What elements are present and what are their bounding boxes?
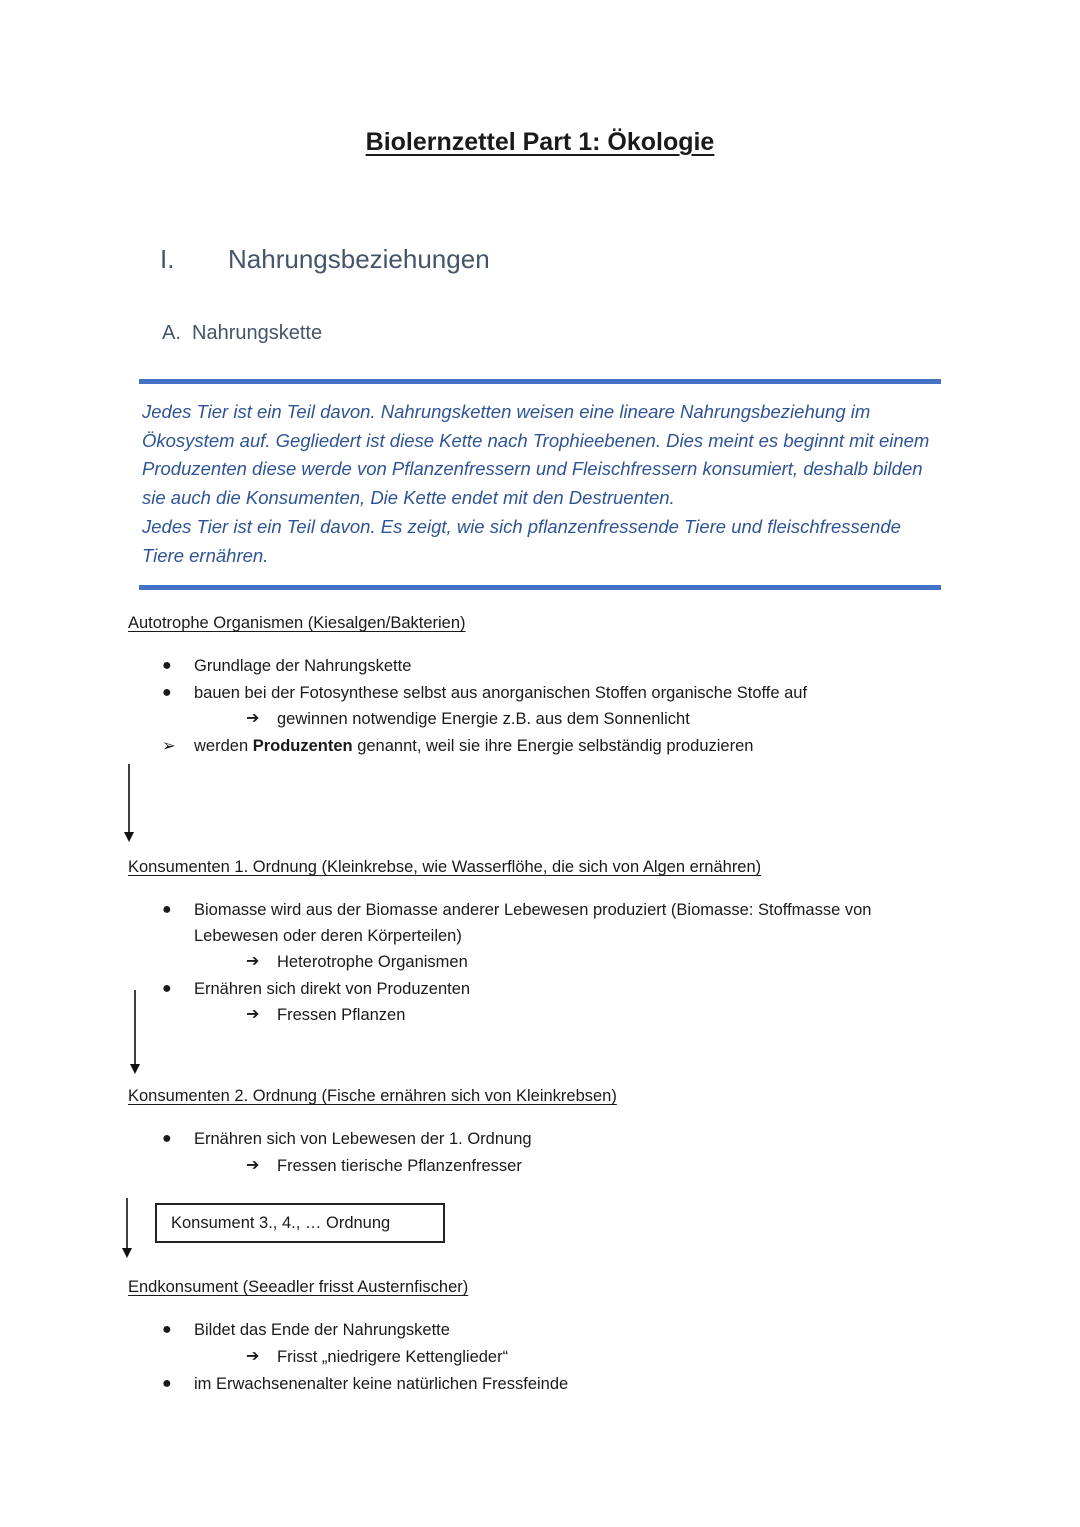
arrow-right-icon: ➔ (246, 1157, 260, 1174)
bold-term: Produzenten (252, 737, 353, 755)
intense-quote (142, 398, 942, 570)
list-item: Ernähren sich direkt von Produzenten (194, 980, 471, 998)
list-item: Bildet das Ende der Nahrungskette (194, 1321, 450, 1339)
point-marker-icon: ➢ (162, 737, 176, 755)
arrow-right-icon: ➔ (246, 953, 260, 970)
page-title: Biolernzettel Part 1: Ökologie (365, 128, 715, 156)
section-title: Nahrungsbeziehungen (228, 244, 490, 274)
endkonsument-heading: Endkonsument (Seeadler frisst Austernfischer) (128, 1278, 469, 1296)
list-item: Fressen tierische Pflanzenfresser (277, 1157, 522, 1175)
bullet-icon: ● (162, 1130, 172, 1147)
bullet-icon: ● (162, 1321, 172, 1338)
bullet-icon: ● (162, 657, 172, 674)
text-part: werden (194, 737, 253, 755)
list-item: bauen bei der Fotosynthese selbst aus anorganischen Stoffen organische Stoffe auf (194, 684, 808, 702)
text-part: genannt, weil sie ihre Energie selbständig produzieren (352, 737, 754, 755)
list-item: Biomasse wird aus der Biomasse anderer Lebewesen produziert (Biomasse: Stoffmasse von (194, 901, 872, 919)
list-item: Grundlage der Nahrungskette (194, 657, 412, 675)
konsumenten1-heading: Konsumenten 1. Ordnung (Kleinkrebse, wie Wasserflöhe, die sich von Algen ernähren) (128, 858, 762, 876)
quote-rule-top (139, 379, 941, 384)
konsument-box: Konsument 3., 4., … Ordnung (155, 1203, 445, 1243)
down-arrow-icon (118, 1196, 138, 1262)
list-item: Heterotrophe Organismen (277, 953, 468, 971)
bullet-icon: ● (162, 901, 172, 918)
list-item: Lebewesen oder deren Körperteilen) (194, 927, 462, 945)
list-item: Frisst „niedrigere Kettenglieder“ (277, 1348, 509, 1366)
bullet-icon: ● (162, 980, 172, 997)
konsumenten2-heading: Konsumenten 2. Ordnung (Fische ernähren sich von Kleinkrebsen) (128, 1087, 617, 1105)
quote-rule-bottom (139, 585, 941, 590)
subsection-heading: A. Nahrungskette (162, 322, 323, 344)
list-item: im Erwachsenenalter keine natürlichen Fressfeinde (194, 1375, 569, 1393)
arrow-right-icon: ➔ (246, 710, 260, 727)
quote-paragraph: Jedes Tier ist ein Teil davon. Es zeigt, wie sich pflanzenfressende Tiere und fleischfressende Tiere ernähren. (142, 515, 901, 566)
arrow-right-icon: ➔ (246, 1006, 260, 1023)
list-item: Ernähren sich von Lebewesen der 1. Ordnung (194, 1130, 532, 1148)
autotrophe-heading: Autotrophe Organismen (Kiesalgen/Bakterien) (128, 614, 466, 632)
down-arrow-icon (126, 988, 146, 1076)
section-heading-1 (160, 244, 490, 275)
arrow-right-icon: ➔ (246, 1348, 260, 1365)
section-number: I. (160, 244, 175, 274)
list-item: Fressen Pflanzen (277, 1006, 406, 1024)
list-item: gewinnen notwendige Energie z.B. aus dem Sonnenlicht (277, 710, 690, 728)
quote-paragraph: Jedes Tier ist ein Teil davon. Nahrungsketten weisen eine lineare Nahrungsbeziehung im Ökosystem auf. Gegliedert ist diese Kette nach Trophieebenen. Dies meint es beginnt mit einem Produzenten diese werde von Pflanzenfressern und Fleischfressern konsumiert, deshalb bilden sie auch die Konsumenten, Die Kette endet mit den Destruenten. (142, 401, 930, 509)
bullet-icon: ● (162, 1375, 172, 1392)
bullet-icon: ● (162, 684, 172, 701)
list-item (194, 736, 753, 756)
down-arrow-icon (120, 762, 140, 844)
